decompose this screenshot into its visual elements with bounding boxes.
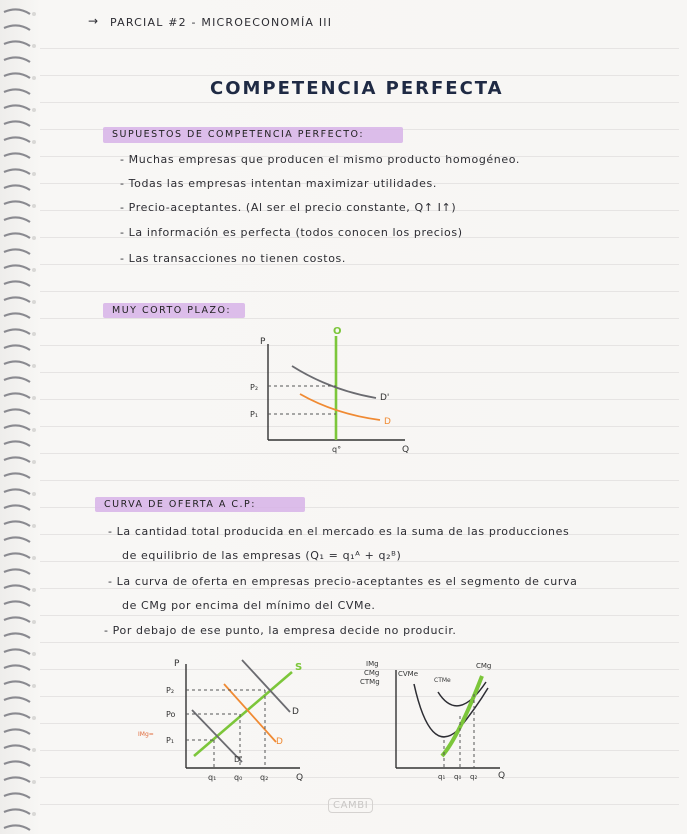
cmg-label: CMg [476, 662, 492, 670]
p2-label: P₂ [166, 686, 175, 695]
y-axis-label: P [260, 337, 266, 347]
bullet-text: La curva de oferta en empresas precio-aceptantes es el segmento de curva [116, 575, 578, 588]
q1-label: q₁ [438, 773, 446, 781]
very-short-run-graph [240, 322, 420, 462]
demand-curve-2 [292, 366, 376, 398]
q0-label: q₀ [454, 773, 462, 781]
p2-label: P₂ [250, 383, 259, 392]
bullet-item: - Por debajo de ese punto, la empresa decide no producir. [104, 624, 457, 637]
demand-label: D [292, 707, 299, 717]
p0-label: Po [166, 710, 176, 719]
section1-heading: SUPUESTOS DE COMPETENCIA PERFECTO: [112, 129, 365, 140]
bullet-text: Por debajo de ese punto, la empresa decide no producir. [112, 624, 457, 637]
p1-label: P₁ [250, 410, 259, 419]
bullet-text: Todas las empresas intentan maximizar utilidades. [128, 177, 437, 190]
demand-curve-high [242, 660, 290, 712]
q2-label: q₂ [260, 773, 269, 782]
section3-heading: CURVA DE OFERTA A C.P: [104, 499, 256, 510]
market-supply-graph [130, 650, 320, 785]
bullet-item: - Las transacciones no tienen costos. [120, 252, 346, 265]
supply-label: O [333, 326, 342, 337]
bullet-text: Precio-aceptantes. (Al ser el precio constante, Q↑ I↑) [128, 201, 457, 214]
cvme-label: CVMe [398, 670, 419, 678]
q2-label: q₂ [470, 773, 478, 781]
bullet-item: - La información es perfecta (todos conocen los precios) [120, 226, 463, 239]
page-title: COMPETENCIA PERFECTA [210, 78, 504, 99]
x-axis-label: Q [296, 773, 304, 783]
ctme-label: CTMe [434, 677, 451, 684]
p1-label: P₁ [166, 736, 175, 745]
bullet-item: - Todas las empresas intentan maximizar utilidades. [120, 177, 437, 190]
bullet-text: Las transacciones no tienen costos. [128, 252, 346, 265]
qbar-label: q° [332, 445, 342, 454]
brand-logo: CAMBI [328, 798, 373, 813]
demand0-label: D' [234, 755, 243, 764]
y-axis-label: P [174, 659, 180, 669]
header-subject: PARCIAL #2 - MICROECONOMÍA III [110, 16, 333, 29]
demand-curve-1 [300, 394, 380, 420]
bullet-continuation: de CMg por encima del mínimo del CVMe. [122, 599, 376, 612]
q1-label: q₁ [208, 773, 217, 782]
bullet-item: - La cantidad total producida en el mercado es la suma de las producciones [108, 525, 570, 538]
bullet-continuation: de equilibrio de las empresas (Q₁ = q₁ᴬ + q₂ᴮ) [122, 549, 402, 562]
demand1-label: D [384, 417, 391, 427]
side-note: IMg= [138, 731, 154, 738]
y-label-cmg: CMg [364, 669, 380, 677]
x-axis-label: Q [498, 771, 506, 781]
section2-heading: MUY CORTO PLAZO: [112, 305, 232, 316]
x-axis-label: Q [402, 445, 410, 455]
supply-label: S [295, 662, 303, 673]
spiral-binding [0, 0, 40, 834]
q0-label: q₀ [234, 773, 243, 782]
bullet-text: Muchas empresas que producen el mismo producto homogéneo. [128, 153, 520, 166]
y-label-ctmg: CTMg [360, 678, 380, 686]
bullet-item: - Precio-aceptantes. (Al ser el precio constante, Q↑ I↑) [120, 201, 457, 214]
bullet-text: La cantidad total producida en el mercado es la suma de las producciones [116, 525, 570, 538]
bullet-text: La información es perfecta (todos conocen los precios) [128, 226, 463, 239]
header-arrow: → [88, 14, 99, 28]
demand2-label: D' [380, 393, 390, 403]
demand1-label: D [276, 737, 283, 747]
bullet-item: - La curva de oferta en empresas precio-aceptantes es el segmento de curva [108, 575, 578, 588]
firm-cost-graph [358, 652, 518, 787]
y-label-img: IMg [366, 660, 379, 668]
cmg-curve [442, 676, 482, 756]
bullet-item: - Muchas empresas que producen el mismo producto homogéneo. [120, 153, 520, 166]
